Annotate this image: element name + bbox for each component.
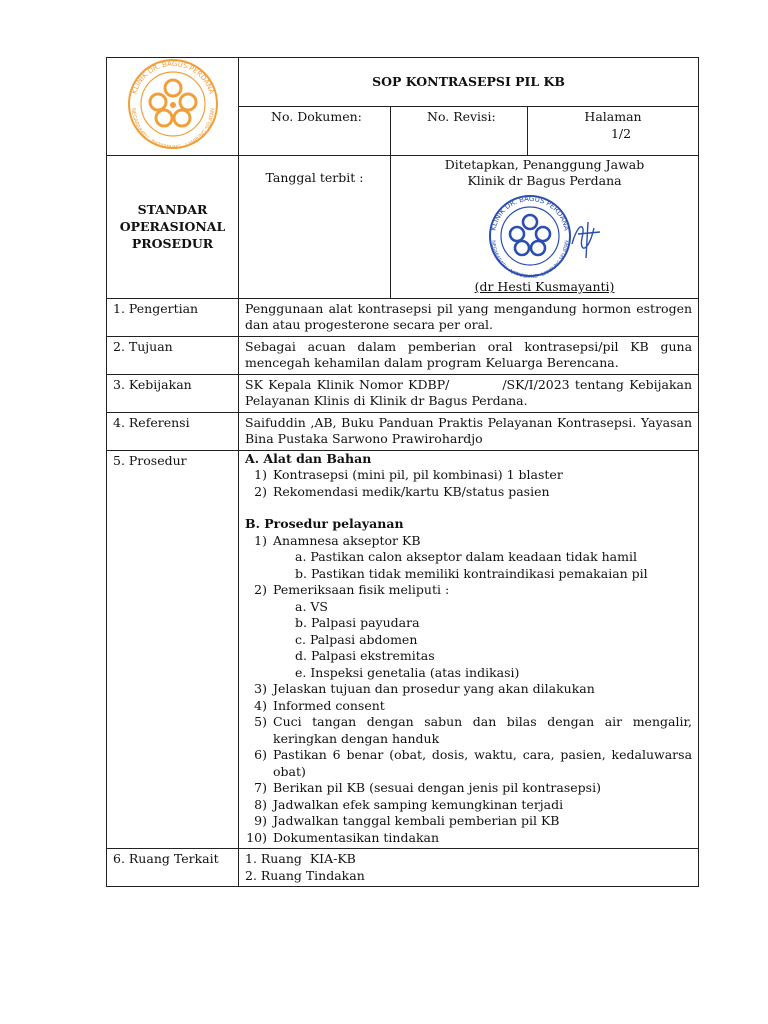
kebijakan-text: SK Kepala Klinik Nomor KDBP/ /SK/I/2023 tentang Kebijakan Pelayanan Klinis di Klinik dr Bagus Perdana.	[239, 374, 699, 412]
referensi-label: 4. Referensi	[107, 412, 239, 450]
sub-item: b. Pastikan tidak memiliki kontraindikasi pemakaian pil	[295, 565, 648, 581]
no-dokumen-label: No. Dokumen:	[271, 109, 362, 125]
penetap-line2: Klinik dr Bagus Perdana	[467, 173, 622, 188]
ruang-label: 6. Ruang Terkait	[107, 849, 239, 887]
section-a-heading: A. Alat dan Bahan	[245, 450, 372, 466]
prosedur-label: 5. Prosedur	[107, 450, 239, 849]
sub-item: d. Palpasi ekstremitas	[295, 648, 435, 663]
no-revisi-cell	[391, 107, 528, 155]
list-item: 3) Jelaskan tujuan dan prosedur yang akan dilakukan	[254, 681, 595, 696]
list-item: 10) Dokumentasikan tindakan	[246, 829, 440, 845]
ruang-item: 2. Ruang Tindakan	[245, 867, 365, 883]
svg-text:NEGARARATU · NATARBUNG · LAMPU: NEGARARATU · NATARBUNG · LAMPUNG SELATAN	[129, 107, 216, 150]
sop-label-cell	[107, 155, 239, 298]
svg-text:KLINIK DR. BAGUS PERDANA: KLINIK DR. BAGUS PERDANA	[488, 194, 571, 231]
list-item: 1) Anamnesa akseptor KB	[254, 532, 421, 548]
tujuan-label: 2. Tujuan	[107, 336, 239, 374]
sop-table	[106, 57, 699, 887]
halaman-cell	[528, 107, 699, 155]
sop-label-line3: PROSEDUR	[131, 236, 214, 251]
prosedur-content	[239, 450, 699, 849]
clinic-logo-cell	[107, 58, 239, 156]
list-item: 9) Jadwalkan tanggal kembali pemberian pil KB	[254, 813, 560, 828]
svg-text:NEGARARATU · NATARBUNG · LAMPU: NEGARARATU · NATARBUNG · LAMPUNG SELATAN	[489, 239, 570, 280]
tanggal-terbit-cell	[239, 155, 391, 298]
sop-label-line1: STANDAR	[137, 202, 208, 217]
list-item: 8) Jadwalkan efek samping kemungkinan terjadi	[254, 796, 564, 812]
no-revisi-label: No. Revisi:	[427, 109, 496, 125]
no-dokumen-cell	[239, 107, 391, 155]
halaman-label: Halaman	[584, 109, 642, 125]
list-item: 6) Pastikan 6 benar (obat, dosis, waktu, cara, pasien, kedaluwarsa obat)	[254, 747, 693, 779]
referensi-text: Saifuddin ,AB, Buku Panduan Praktis Pelayanan Kontrasepsi. Yayasan Bina Pustaka Sarwono Prawirohardjo	[239, 412, 699, 450]
tanggal-terbit-label: Tanggal terbit :	[265, 169, 364, 185]
sop-label-line2: OPERASIONAL	[119, 219, 226, 234]
list-item: 1) Kontrasepsi (mini pil, pil kombinasi) 1 blaster	[254, 467, 563, 482]
ruang-content	[239, 849, 699, 887]
halaman-value: 1/2	[610, 125, 632, 141]
tujuan-text: Sebagai acuan dalam pemberian oral kontrasepsi/pil KB guna mencegah kehamilan dalam program Keluarga Berencana.	[239, 336, 699, 374]
clinic-logo	[114, 58, 232, 150]
kebijakan-label: 3. Kebijakan	[107, 374, 239, 412]
sub-item: a. Pastikan calon akseptor dalam keadaan tidak hamil	[295, 549, 637, 564]
penetap-name: (dr Hesti Kusmayanti)	[474, 279, 615, 294]
pengertian-text: Penggunaan alat kontrasepsi pil yang mengandung hormon estrogen dan atau progesterone secara per oral.	[239, 298, 699, 336]
ruang-item: 1. Ruang KIA-KB	[245, 851, 356, 866]
penetap-line1: Ditetapkan, Penanggung Jawab	[444, 156, 645, 172]
sub-item: b. Palpasi payudara	[295, 615, 420, 630]
pengertian-label: 1. Pengertian	[107, 298, 239, 336]
document-title: SOP KONTRASEPSI PIL KB	[239, 58, 699, 107]
list-item: 2) Rekomendasi medik/kartu KB/status pasien	[254, 483, 550, 499]
penetap-cell	[391, 155, 699, 298]
list-item: 7) Berikan pil KB (sesuai dengan jenis pil kontrasepsi)	[254, 780, 601, 795]
sop-document	[106, 57, 698, 887]
clinic-stamp	[460, 192, 630, 280]
section-b-heading: B. Prosedur pelayanan	[245, 516, 404, 531]
list-item: 4) Informed consent	[254, 697, 385, 713]
list-item: 2) Pemeriksaan fisik meliputi :	[254, 582, 450, 597]
svg-text:KLINIK DR. BAGUS PERDANA: KLINIK DR. BAGUS PERDANA	[129, 59, 216, 95]
sub-item: c. Palpasi abdomen	[295, 631, 418, 647]
sub-item: a. VS	[295, 598, 328, 614]
sub-item: e. Inspeksi genetalia (atas indikasi)	[295, 664, 520, 680]
list-item: 5) Cuci tangan dengan sabun dan bilas dengan air mengalir, keringkan dengan handuk	[254, 714, 693, 746]
